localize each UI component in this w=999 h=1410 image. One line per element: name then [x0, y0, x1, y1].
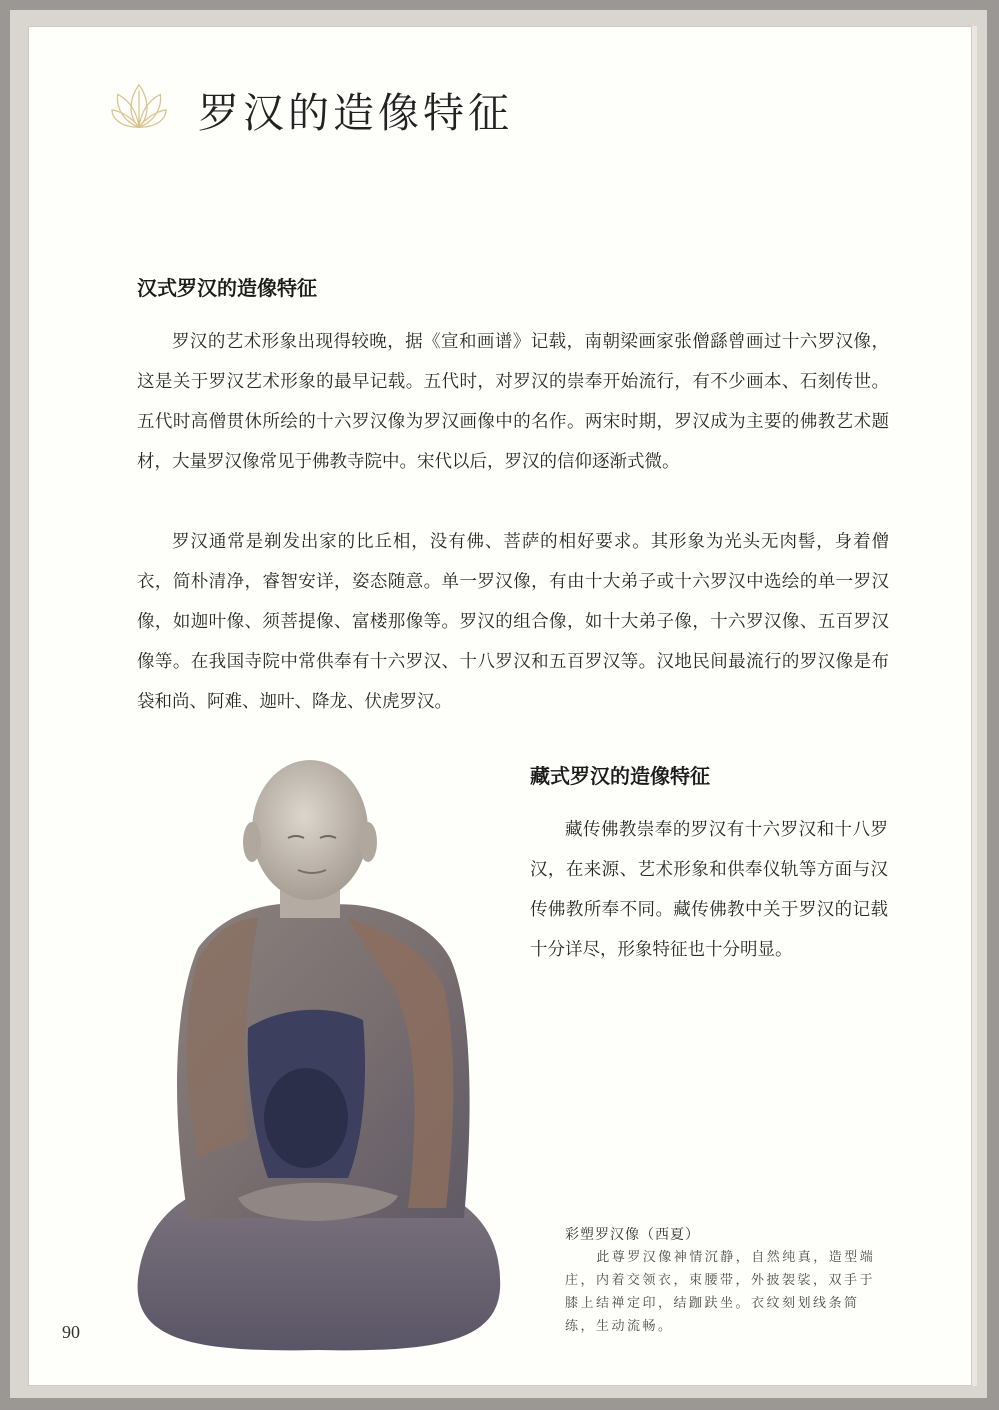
page-number: 90 — [62, 1322, 80, 1342]
arhat-statue-photo — [128, 758, 510, 1360]
paragraph-han-2: 罗汉通常是剃发出家的比丘相，没有佛、菩萨的相好要求。其形象为光头无肉髻，身着僧衣，简朴清净，睿智安详，姿态随意。单一罗汉像，有由十大弟子或十六罗汉中选绘的单一罗汉像，如迦叶像、须菩提像、富楼那像等。罗汉的组合像，如十大弟子像，十六罗汉像、五百罗汉像等。在我国寺院中常供奉有十六罗汉、十八罗汉和五百罗汉等。汉地民间最流行的罗汉像是布袋和尚、阿难、迦叶、降龙、伏虎罗汉。 — [137, 532, 889, 712]
figure-caption-text: 此尊罗汉像神情沉静，自然纯真，造型端庄，内着交领衣，束腰带，外披袈裟，双手于膝上结禅定印，结跏趺坐。衣纹刻划线条简练，生动流畅。 — [565, 1250, 876, 1334]
chapter-title: 罗汉的造像特征 — [198, 89, 513, 137]
lotus-icon — [110, 76, 168, 136]
section-heading-han: 汉式罗汉的造像特征 — [137, 276, 317, 300]
page-edge — [972, 26, 977, 1386]
section-heading-tibetan: 藏式罗汉的造像特征 — [530, 764, 710, 788]
paragraph-tibetan: 藏传佛教崇奉的罗汉有十六罗汉和十八罗汉，在来源、艺术形象和供奉仪轨等方面与汉传佛教所奉不同。藏传佛教中关于罗汉的记载十分详尽，形象特征也十分明显。 — [530, 820, 888, 960]
figure-caption-title: 彩塑罗汉像（西夏） — [565, 1227, 700, 1243]
paragraph-han-1: 罗汉的艺术形象出现得较晚，据《宣和画谱》记载，南朝梁画家张僧繇曾画过十六罗汉像，这是关于罗汉艺术形象的最早记载。五代时，对罗汉的崇奉开始流行，有不少画本、石刻传世。五代时高僧贯休所绘的十六罗汉像为罗汉画像中的名作。两宋时期，罗汉成为主要的佛教艺术题材，大量罗汉像常见于佛教寺院中。宋代以后，罗汉的信仰逐渐式微。 — [137, 332, 889, 472]
